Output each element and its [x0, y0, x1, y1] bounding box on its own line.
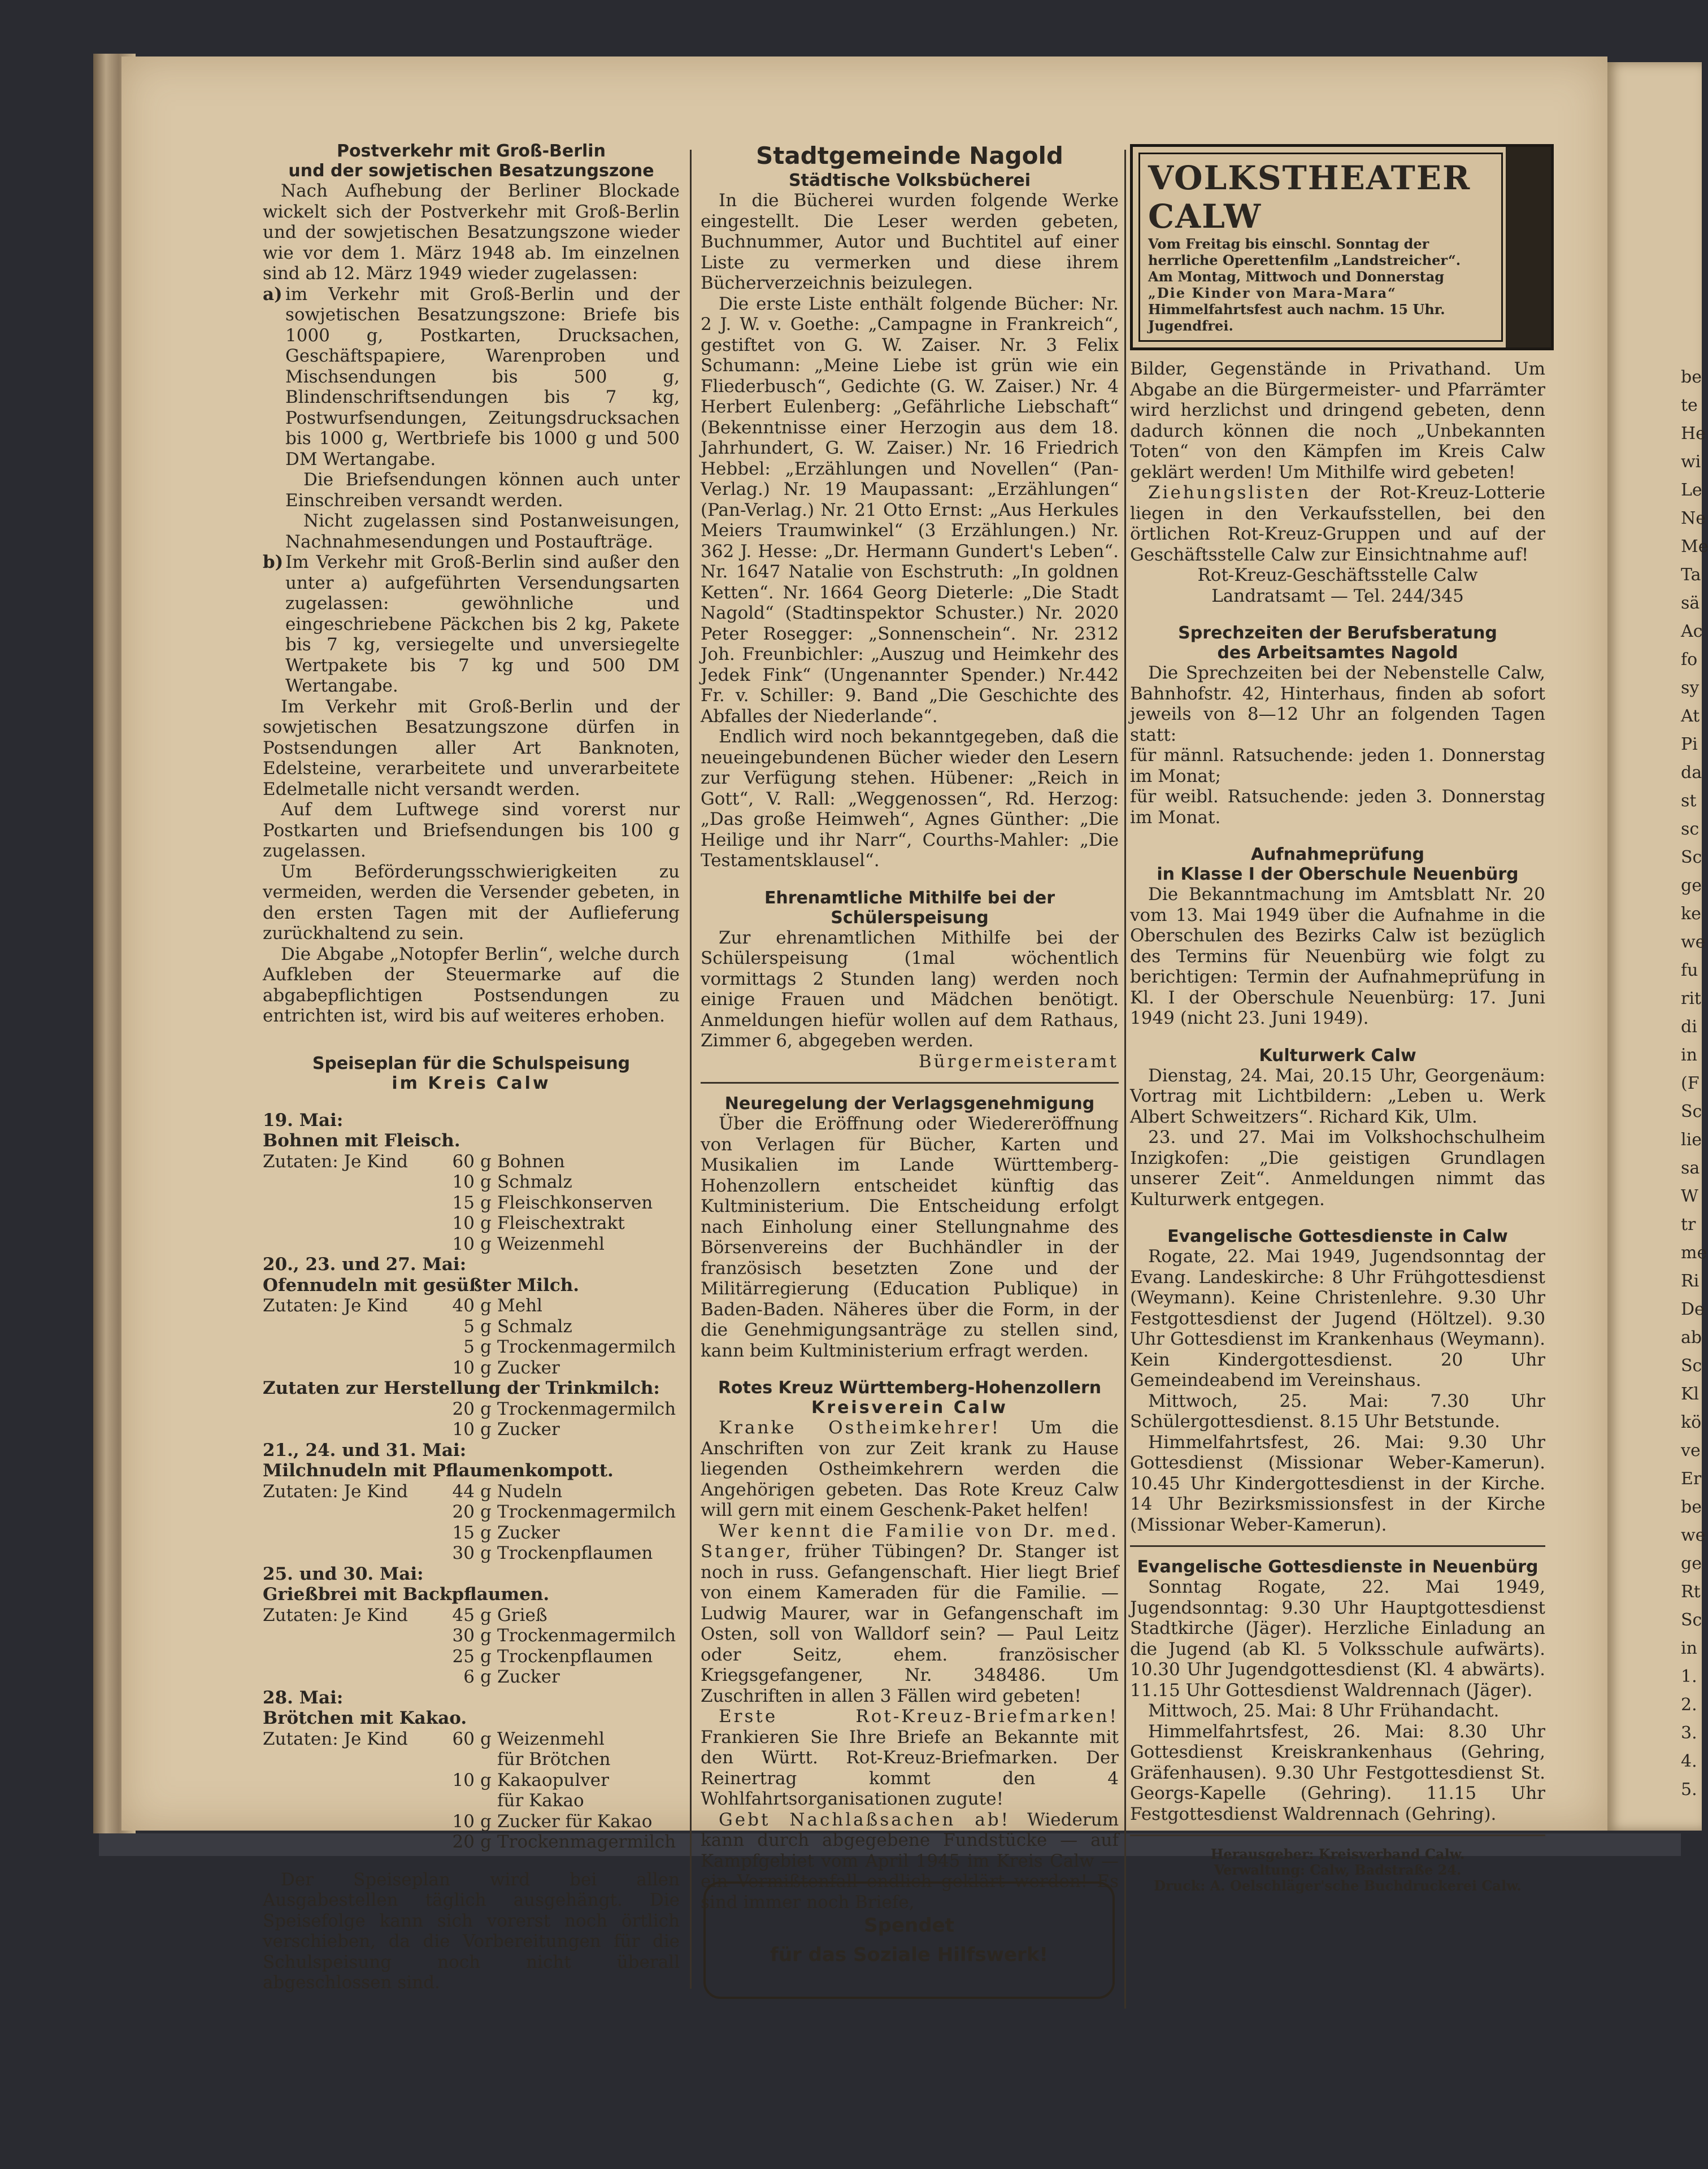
- edge-fragment: di: [1681, 1017, 1697, 1037]
- menu-meal-2: Ofennudeln mit gesüßter Milch.: [263, 1275, 580, 1296]
- ingredient-qty: 44: [452, 1481, 475, 1502]
- gd-neuenb-title: Evangelische Gottesdienste in Neuenbürg: [1137, 1557, 1538, 1577]
- ingredient-prefix: [263, 1358, 438, 1379]
- ingredient-unit: g: [480, 1832, 492, 1852]
- ingredient-prefix: [263, 1667, 438, 1688]
- ehrenamt-p1: Zur ehrenamtlichen Mithilfe bei der Schülerspeisung (1mal wöchentlich vormittags 2 Stunden lang) werden noch einige Frauen und Mädchen benötigt. Anmeldungen hiefür wollen auf dem Rathaus, Zimmer 6, abgegeben werden.: [701, 927, 1119, 1051]
- ingredient-unit: g: [480, 1728, 492, 1749]
- ingredient-name: Trockenmagermilch: [497, 1398, 676, 1419]
- ingredient-prefix: [263, 1832, 438, 1853]
- nagold-title: Stadtgemeinde Nagold: [756, 142, 1063, 169]
- column-1: [263, 141, 680, 1993]
- ingredient-name: Trockenmagermilch: [497, 1502, 676, 1522]
- ingredient-prefix: Zutaten: Je Kind: [263, 1151, 408, 1172]
- ingredient-unit: g: [480, 1316, 492, 1337]
- ingredient-name: Trockenpflaumen: [497, 1543, 653, 1563]
- imprint-3: Druck: A. Oelschläger'sche Buchdruckerei Calw.: [1154, 1877, 1522, 1894]
- beruf-p1: Die Sprechzeiten bei der Nebenstelle Calw, Bahnhofstr. 42, Hinterhaus, finden ab sofort jeweils von 8—12 Uhr an folgenden Tagen statt:: [1130, 663, 1545, 745]
- ingredient-prefix: [263, 1502, 438, 1523]
- ingredients-2: [263, 1296, 680, 1378]
- edge-fragment: be: [1681, 367, 1702, 387]
- ingredient-row: [263, 1790, 680, 1811]
- edge-fragment: Ne: [1681, 508, 1706, 528]
- edge-fragment: ke: [1681, 904, 1701, 924]
- rotkreuz-p3: [701, 1706, 1119, 1810]
- item-a-p3: Nicht zugelassen sind Postanweisungen, Nachnahmesendungen und Postaufträge.: [285, 511, 680, 552]
- ingredients-1: [263, 1151, 680, 1255]
- beruf-title: Sprechzeiten der Berufsberatung: [1178, 623, 1497, 643]
- ad-frame: [1138, 153, 1503, 342]
- edge-fragment: 2.: [1681, 1695, 1697, 1715]
- gd-neuenb-p2: Mittwoch, 25. Mai: 8 Uhr Frühandacht.: [1148, 1701, 1500, 1721]
- ingredient-row: [263, 1234, 680, 1255]
- menu-day-2: 20., 23. und 27. Mai:: [263, 1254, 467, 1275]
- ehrenamt-signature: Bürgermeisteramt: [918, 1051, 1119, 1072]
- column-rule-2: [1124, 150, 1126, 2009]
- edge-fragment: At: [1681, 706, 1700, 726]
- edge-fragment: rit: [1681, 989, 1701, 1009]
- ingredient-name: Schmalz: [497, 1316, 572, 1337]
- ingredient-row: [263, 1811, 680, 1832]
- rotkreuz-p2-text: früher Tübingen? Dr. Stanger ist noch in russ. Gefangenschaft. Hier liegt Brief von einem Kameraden für die Familie. — Ludwig Maurer, war in Gefangenschaft im Osten, soll von Walldorf sein? — Paul Leitz oder Seitz, ehem. französischer Kriegsgefangener, Nr. 348486. Um Zuschriften in allen 3 Fällen wird gebeten!: [701, 1541, 1119, 1706]
- imprint-2: Verwaltung: Calw, Badstraße 24.: [1214, 1862, 1462, 1878]
- ingredient-row: [263, 1337, 680, 1358]
- ingredient-row: [263, 1399, 680, 1420]
- edge-fragment: kö: [1681, 1412, 1702, 1432]
- ingredient-name: Kakaopulver: [497, 1770, 609, 1790]
- edge-fragment: Sc: [1681, 1102, 1702, 1122]
- edge-fragment: Sc: [1681, 847, 1702, 867]
- speiseplan-title: Speiseplan für die Schulspeisung: [312, 1053, 631, 1073]
- column-3: [1130, 359, 1545, 1894]
- ingredient-row: [263, 1193, 680, 1214]
- edge-fragment: 5.: [1681, 1780, 1697, 1799]
- ingredient-prefix: [263, 1625, 438, 1646]
- edge-fragment: fo: [1681, 650, 1698, 670]
- ingredient-unit: g: [480, 1811, 492, 1832]
- lotterie-lead: Ziehungslisten: [1148, 483, 1311, 503]
- edge-fragment: W: [1681, 1186, 1698, 1206]
- ingredient-qty: 20: [452, 1502, 475, 1522]
- ingredient-prefix: Zutaten: Je Kind: [263, 1481, 408, 1502]
- postverkehr-title: Postverkehr mit Groß-Berlin: [337, 141, 606, 161]
- spendet-line-1: Spendet: [864, 1914, 954, 1937]
- rotkreuz-p2-lead: Wer kennt die Familie von Dr. med. Stanger,: [701, 1520, 1119, 1562]
- aufnahme-p1: Die Bekanntmachung im Amtsblatt Nr. 20 vom 13. Mai 1949 über die Aufnahme in die Oberschulen des Bezirks Calw ist bezüglich des Termins für Neuenbürg wie folgt zu berichtigen: Termin der Aufnahmeprüfung in Kl. I der Oberschule Neuenbürg: 17. Juni 1949 (nicht 23. Juni 1949).: [1130, 884, 1545, 1028]
- ingredient-prefix: [263, 1543, 438, 1564]
- ingredients-4: [263, 1605, 680, 1688]
- ingredient-unit: g: [480, 1481, 492, 1502]
- ingredient-row: [263, 1502, 680, 1523]
- rotkreuz-p2: [701, 1521, 1119, 1707]
- verlag-title: Neuregelung der Verlagsgenehmigung: [724, 1094, 1095, 1114]
- ingredients-3: [263, 1481, 680, 1564]
- divider: [701, 1082, 1119, 1084]
- lotterie: [1130, 483, 1545, 565]
- ingredient-name: Grieß: [497, 1605, 547, 1625]
- ingredient-prefix: [263, 1646, 438, 1667]
- ingredient-qty: 60: [452, 1151, 475, 1172]
- ingredient-qty: 60: [452, 1728, 475, 1749]
- ingredient-name: Schmalz: [497, 1172, 572, 1192]
- ingredient-row: [263, 1667, 680, 1688]
- lotterie-text: der Rot-Kreuz-Lotterie liegen in den Verkaufsstellen, bei den örtlichen Rot-Kreuz-Gruppen und auf der Geschäftsstelle Calw zur Einsichtnahme auf!: [1130, 483, 1545, 565]
- edge-fragment: He: [1681, 424, 1706, 444]
- ingredient-qty: 10: [452, 1770, 475, 1790]
- postverkehr-p2: Auf dem Luftwege sind vorerst nur Postkarten und Briefsendungen bis 100 g zugelassen.: [263, 799, 680, 861]
- ad-line-5: Jugendfrei.: [1148, 318, 1233, 334]
- ingredient-qty: 10: [452, 1233, 475, 1254]
- column-2: [701, 141, 1119, 1912]
- edge-fragment: sc: [1681, 819, 1700, 839]
- edge-fragment: 4.: [1681, 1751, 1697, 1771]
- edge-fragment: ve: [1681, 1441, 1701, 1461]
- edge-fragment: da: [1681, 763, 1702, 783]
- ingredient-name: Zucker: [497, 1419, 560, 1440]
- spendet-line-2: für das Soziale Hilfswerk!: [770, 1944, 1048, 1966]
- ingredient-qty: [438, 1790, 480, 1811]
- edge-fragment: ge: [1681, 876, 1702, 896]
- menu-day-4: 25. und 30. Mai:: [263, 1563, 424, 1584]
- ingredient-prefix: [263, 1234, 438, 1255]
- edge-fragment: in: [1681, 1045, 1697, 1065]
- nagold-p1: In die Bücherei wurden folgende Werke eingestellt. Die Leser werden gebeten, Buchnummer, Autor und Buchtitel auf einer Liste zu vermerken und diese ihrem Bücherverzeichnis beizulegen.: [701, 190, 1119, 293]
- ingredient-unit: g: [480, 1502, 492, 1522]
- edge-fragment: me: [1681, 1243, 1707, 1263]
- ingredient-prefix: [263, 1399, 438, 1420]
- edge-fragment: Sc: [1681, 1610, 1702, 1630]
- ingredient-prefix: Zutaten: Je Kind: [263, 1728, 408, 1749]
- ad-line-3: „Die Kinder von Mara-Mara“: [1148, 285, 1397, 301]
- ingredients-5: [263, 1729, 680, 1853]
- ingredient-name: Zucker: [497, 1667, 560, 1687]
- ingredient-prefix: Zutaten: Je Kind: [263, 1605, 408, 1625]
- ingredient-qty: 20: [452, 1832, 475, 1852]
- edge-fragment: Er: [1681, 1469, 1702, 1489]
- menu-meal-3: Milchnudeln mit Pflaumenkompott.: [263, 1461, 614, 1481]
- ingredient-prefix: [263, 1770, 438, 1791]
- ingredient-qty: 40: [452, 1296, 475, 1316]
- ingredient-qty: 10: [452, 1172, 475, 1192]
- ingredient-qty: 15: [452, 1192, 475, 1213]
- ingredient-unit: g: [480, 1543, 492, 1563]
- ingredient-qty: [438, 1749, 480, 1770]
- ad-line-2: Am Montag, Mittwoch und Donnerstag: [1148, 268, 1445, 285]
- edge-fragment: Me: [1681, 537, 1708, 557]
- edge-fragment: 1.: [1681, 1667, 1697, 1686]
- ingredient-row: [263, 1172, 680, 1193]
- ingredient-qty: 45: [452, 1605, 475, 1625]
- ad-title: VOLKSTHEATER CALW: [1148, 159, 1471, 236]
- ingredient-qty: 6: [463, 1667, 475, 1687]
- item-b-label: b): [263, 552, 284, 572]
- nagold-p2: Die erste Liste enthält folgende Bücher: Nr. 2 J. W. v. Goethe: „Campagne in Frankreich“, gestiftet von G. W. Zaiser. Nr. 3 Felix Schumann: „Meine Liebe ist grün wie ein Fliederbusch“, Gedichte (G. W. Zaiser.) Nr. 4 Herbert Eulenberg: „Gefährliche Liebschaft“ (Bekenntnisse einer Herzogin aus dem 18. Jahrhundert, G. W. Zaiser.) Nr. 16 Friedrich Hebbel: „Erzählungen und Novellen“ (Pan-Verlag.) Nr. 19 Maupassant: „Erzählungen“ (Pan-Verlag.) Nr. 21 Otto Ernst: „Aus Herkules Meiers Traumwinkel“ (3 Erzählungen.) Nr. 362 J. Hesse: „Dr. Hermann Gundert's Leben“. Nr. 1647 Natalie von Eschstruth: „In goldnen Ketten“. Nr. 1664 Georg Dieterle: „Die Stadt Nagold“ (Stadtinspektor Schuster.) Nr. 2020 Peter Rosegger: „Sonnenschein“. Nr. 2312 Joh. Freunbichler: „Auszug und Heimkehr des Jedek Fink“ (Ungenannter Spender.) Nr.442 Fr. v. Schiller: 9. Band „Die Geschichte des Abfalles der Niederlande“.: [701, 293, 1119, 727]
- edge-fragment: we: [1681, 1525, 1706, 1545]
- kultur-p1: Dienstag, 24. Mai, 20.15 Uhr, Georgenäum: Vortrag mit Lichtbildern: „Leben u. Werk Albert Schweitzers“. Richard Kik, Ulm.: [1130, 1065, 1545, 1127]
- gd-calw-p2: Mittwoch, 25. Mai: 7.30 Uhr Schülergottesdienst. 8.15 Uhr Betstunde.: [1130, 1390, 1545, 1432]
- ingredient-prefix: [263, 1172, 438, 1193]
- edge-fragment: Ac: [1681, 621, 1703, 641]
- ingredient-qty: 30: [452, 1543, 475, 1563]
- ingredient-qty: 15: [452, 1522, 475, 1543]
- verlag-p1: Über die Eröffnung oder Wiedereröffnung von Verlagen für Bücher, Karten und Musikalien im Lande Württemberg-Hohenzollern entscheidet künftig das Kultministerium. Die Entscheidung erfolgt nach Einholung einer Stellungnahme des Börsenvereins der Buchhändler in der französisch besetzten Zone und der Militärregierung (Education Publique) in Baden-Baden. Näheres über die Form, in der die Genehmigungsanträge zu stellen sind, kann beim Kultministerium erfragt werden.: [701, 1114, 1119, 1361]
- postverkehr-p4: Die Abgabe „Notopfer Berlin“, welche durch Aufkleben der Steuermarke auf die abgabepflichtigen Postsendungen zu entrichten ist, wird bis auf weiteres erhoben.: [263, 944, 680, 1026]
- ingredient-prefix: [263, 1193, 438, 1214]
- ad-line-4: Himmelfahrtsfest auch nachm. 15 Uhr.: [1148, 301, 1445, 318]
- ingredient-qty: 20: [452, 1398, 475, 1419]
- kultur-title: Kulturwerk Calw: [1259, 1045, 1416, 1066]
- rotkreuz-title: Rotes Kreuz Württemberg-Hohenzollern: [718, 1378, 1102, 1398]
- item-a-p2: Die Briefsendungen können auch unter Einschreiben versandt werden.: [285, 470, 680, 511]
- postverkehr-item-a: [263, 284, 680, 553]
- ingredient-name: Nudeln: [497, 1481, 563, 1502]
- spendet-box: [703, 1881, 1115, 1999]
- ingredient-name: Trockenmagermilch: [497, 1625, 676, 1646]
- ingredient-prefix: [263, 1811, 438, 1832]
- ingredient-qty: 5: [463, 1337, 475, 1357]
- ingredient-name: Weizenmehl: [497, 1233, 605, 1254]
- postverkehr-p3: Um Beförderungsschwierigkeiten zu vermeiden, werden die Versender gebeten, in den ersten Tagen mit der Auflieferung zurückhaltend zu sein.: [263, 861, 680, 944]
- ingredient-name: Zucker: [497, 1522, 560, 1543]
- gd-neuenb-p3: Himmelfahrtsfest, 26. Mai: 8.30 Uhr Gottesdienst Kreiskrankenhaus (Gehring, Gräfenhausen). 9.30 Uhr Festgottesdienst St. Georgs-Kapelle (Gehring). 11.15 Uhr Festgottesdienst Waldrennach (Gehring).: [1130, 1721, 1545, 1824]
- ingredient-unit: [480, 1749, 497, 1770]
- gd-calw-p3: Himmelfahrtsfest, 26. Mai: 9.30 Uhr Gottesdienst (Missionar Weber-Kamerun). 10.45 Uhr Kindergottesdienst in der Kirche. 14 Uhr Bezirksmissionsfest in der Kirche (Missionar Weber-Kamerun).: [1130, 1432, 1545, 1535]
- rotkreuz-p3-text: Frankieren Sie Ihre Briefe an Bekannte mit den Württ. Rot-Kreuz-Briefmarken. Der Reinertrag kommt den 4 Wohlfahrtsorganisationen zugute!: [701, 1727, 1119, 1809]
- edge-fragment: te: [1681, 395, 1698, 415]
- ingredient-name: Trockenmagermilch: [497, 1832, 676, 1852]
- ingredient-row: [263, 1296, 680, 1316]
- ingredient-prefix: [263, 1790, 438, 1811]
- divider: [1130, 1835, 1545, 1836]
- edge-fragment: ge: [1681, 1554, 1702, 1573]
- ingredient-unit: g: [480, 1233, 492, 1254]
- edge-fragment: Rt: [1681, 1582, 1701, 1602]
- item-a-text: im Verkehr mit Groß-Berlin und der sowjetischen Besatzungszone: Briefe bis 1000 g, Postkarten, Drucksachen, Geschäftspapiere, Warenproben und Mischsendungen bis 500 g, Blindenschriftsendungen bis 7 kg, Postwurfsendungen, Zeitungsdrucksachen bis 1000 g, Wertbriefe bis 1000 g und 500 DM Wertangabe.: [285, 284, 680, 470]
- rotkreuz-p1-text: Um die Anschriften von zur Zeit krank zu Hause liegenden Ostheimkehrern werden die Angehörigen gebeten. Das Rote Kreuz Calw will gern mit einem Geschenk-Paket helfen!: [701, 1418, 1119, 1520]
- ingredient-prefix: [263, 1337, 438, 1358]
- menu-meal-5: Brötchen mit Kakao.: [263, 1708, 467, 1728]
- ingredient-qty: 10: [452, 1213, 475, 1233]
- rotkreuz-p4-lead: Gebt Nachlaßsachen ab!: [719, 1809, 1011, 1830]
- edge-fragment: wi: [1681, 452, 1701, 472]
- ingredient-name: Trockenmagermilch: [497, 1337, 676, 1357]
- edge-fragment: ab: [1681, 1328, 1702, 1348]
- beruf-p3: für weibl. Ratsuchende: jeden 3. Donnerstag im Monat.: [1130, 786, 1545, 828]
- ingredient-prefix: Zutaten: Je Kind: [263, 1296, 408, 1316]
- ingredient-unit: g: [480, 1192, 492, 1213]
- column-rule-1: [690, 150, 692, 1989]
- gd-calw-title: Evangelische Gottesdienste in Calw: [1167, 1227, 1508, 1246]
- speiseplan-footer: Der Speiseplan wird bei allen Ausgabestellen täglich ausgehängt. Die Speisefolge kann sich vorerst noch örtlich verschieben, da die Vorbereitungen für die Schulspeisung noch nicht überall abgeschlossen sind.: [263, 1869, 680, 1993]
- edge-fragment: sa: [1681, 1158, 1700, 1178]
- ingredient-name: Zucker für Kakao: [497, 1811, 653, 1832]
- ingredient-qty: 10: [452, 1357, 475, 1378]
- edge-fragment: 3.: [1681, 1723, 1697, 1743]
- ingredient-name: Bohnen: [497, 1151, 565, 1172]
- beruf-p2: für männl. Ratsuchende: jeden 1. Donnerstag im Monat;: [1130, 745, 1545, 786]
- postverkehr-intro: Nach Aufhebung der Berliner Blockade wickelt sich der Postverkehr mit Groß-Berlin und der sowjetischen Besatzungszone wieder wie vor dem 1. März 1948 ab. Im einzelnen sind ab 12. März 1949 wieder zugelassen:: [263, 181, 680, 284]
- gd-calw-p1: Rogate, 22. Mai 1949, Jugendsonntag der Evang. Landeskirche: 8 Uhr Frühgottesdienst (Weymann). Keine Christenlehre. 9.30 Uhr Festgottesdienst der Jugend (Höltzel). 9.30 Uhr Gottesdienst im Krankenhaus (Weymann). Kein Kindergottesdienst. 20 Uhr Gemeindeabend im Vereinshaus.: [1130, 1246, 1545, 1390]
- edge-fragment: Kl: [1681, 1384, 1700, 1404]
- ingredient-prefix: [263, 1316, 438, 1337]
- edge-fragment: sy: [1681, 678, 1700, 698]
- edge-fragment: Sc: [1681, 1356, 1702, 1376]
- ingredient-unit: g: [480, 1419, 492, 1440]
- menu-meal-4: Grießbrei mit Backpflaumen.: [263, 1584, 550, 1605]
- aufnahme-subtitle: in Klasse I der Oberschule Neuenbürg: [1157, 864, 1519, 884]
- edge-fragment: tr: [1681, 1215, 1696, 1235]
- ingredient-unit: g: [480, 1337, 492, 1357]
- nagold-p3: Endlich wird noch bekanntgegeben, daß die neueingebundenen Bücher wieder den Lesern zur Verfügung stehen. Hübener: „Reich in Gott“, V. Rall: „Weggenossen“, Rd. Herzog: „Das große Heimweh“, Agnes Günther: „Die Heilige und ihr Narr“, Courths-Mahler: „Die Testamentsklausel“.: [701, 727, 1119, 871]
- edge-fragment: st: [1681, 791, 1697, 811]
- rk-signature-2: Landratsamt — Tel. 244/345: [1211, 585, 1464, 606]
- menu-meal-1: Bohnen mit Fleisch.: [263, 1131, 460, 1151]
- ingredient-row: [263, 1543, 680, 1564]
- edge-fragment: Ta: [1681, 565, 1701, 585]
- nagold-subtitle: Städtische Volksbücherei: [788, 171, 1031, 190]
- ingredient-row: [263, 1625, 680, 1646]
- ingredient-row: [263, 1646, 680, 1667]
- edge-fragment: (F: [1681, 1073, 1700, 1093]
- edge-fragment: in: [1681, 1638, 1697, 1658]
- ingredient-unit: g: [480, 1213, 492, 1233]
- rotkreuz-p1-lead: Kranke Ostheimkehrer!: [719, 1418, 1001, 1438]
- rotkreuz-p3-lead: Erste Rot-Kreuz-Briefmarken!: [719, 1706, 1119, 1727]
- edge-fragment: Ri: [1681, 1271, 1700, 1291]
- ingredient-qty: 5: [463, 1316, 475, 1337]
- ingredient-unit: g: [480, 1151, 492, 1172]
- postverkehr-subtitle: und der sowjetischen Besatzungszone: [288, 161, 654, 181]
- volkstheater-ad: [1130, 144, 1554, 350]
- ingredient-row: [263, 1749, 680, 1770]
- aufnahme-title: Aufnahmeprüfung: [1250, 845, 1425, 864]
- edge-fragment: we: [1681, 932, 1706, 952]
- ingredient-prefix: [263, 1523, 438, 1544]
- ingredient-unit: g: [480, 1667, 492, 1687]
- menu-extra-2: Zutaten zur Herstellung der Trinkmilch:: [263, 1378, 660, 1398]
- ingredient-row: [263, 1213, 680, 1234]
- ingredient-unit: g: [480, 1770, 492, 1790]
- ingredient-row: [263, 1481, 680, 1502]
- ingredient-name: für Kakao: [497, 1790, 584, 1811]
- edge-fragment: Pi: [1681, 734, 1698, 754]
- ingredient-unit: g: [480, 1357, 492, 1378]
- imprint-1: Herausgeber: Kreisverband Calw.: [1210, 1846, 1465, 1862]
- ingredient-row: [263, 1523, 680, 1544]
- menu-day-1: 19. Mai:: [263, 1110, 344, 1131]
- ingredient-row: [263, 1605, 680, 1626]
- item-b-text: Im Verkehr mit Groß-Berlin sind außer den unter a) aufgeführten Versendungsarten zugelassen: gewöhnliche und eingeschriebene Päckchen bis 2 kg, Pakete bis 7 kg, versiegelte und unversiegelte Wertpakete bis 7 kg und 500 DM Wertangabe.: [285, 552, 680, 696]
- ingredient-row: [263, 1358, 680, 1379]
- edge-fragment: be: [1681, 1497, 1702, 1517]
- menu-day-5: 28. Mai:: [263, 1687, 344, 1708]
- ingredient-qty: 10: [452, 1811, 475, 1832]
- ingredient-qty: 30: [452, 1625, 475, 1646]
- ingredient-qty: 25: [452, 1646, 475, 1667]
- menu-day-3: 21., 24. und 31. Mai:: [263, 1440, 467, 1461]
- ingredient-name: Fleischextrakt: [497, 1213, 625, 1233]
- edge-fragment: fu: [1681, 960, 1698, 980]
- ad-black-bar: [1506, 147, 1551, 347]
- ingredient-row: [263, 1770, 680, 1791]
- edge-fragment: lie: [1681, 1130, 1702, 1150]
- ingredient-name: Weizenmehl: [497, 1728, 605, 1749]
- edge-fragment: De: [1681, 1299, 1705, 1319]
- ingredient-unit: g: [480, 1172, 492, 1192]
- ingredient-name: Mehl: [497, 1296, 542, 1316]
- divider: [1130, 1545, 1545, 1547]
- ingredient-name: für Brötchen: [497, 1749, 611, 1770]
- ingredient-unit: g: [480, 1646, 492, 1667]
- ingredient-row: [263, 1151, 680, 1172]
- rotkreuz-p1: [701, 1418, 1119, 1521]
- rotkreuz-subtitle: Kreisverein Calw: [811, 1398, 1008, 1418]
- ingredient-qty: 10: [452, 1419, 475, 1440]
- ad-line-1: Vom Freitag bis einschl. Sonntag der herrliche Operettenfilm „Landstreicher“.: [1148, 236, 1461, 268]
- ingredient-name: Fleischkonserven: [497, 1192, 653, 1213]
- ingredient-unit: [480, 1790, 497, 1811]
- edge-fragment: Le: [1681, 480, 1702, 500]
- kultur-p2: 23. und 27. Mai im Volkshochschulheim Inzigkofen: „Die geistigen Grundlagen unserer Zeit“. Anmeldungen nimmt das Kulturwerk entgegen.: [1130, 1127, 1545, 1210]
- speiseplan-subtitle: im Kreis Calw: [392, 1073, 551, 1093]
- postverkehr-p1: Im Verkehr mit Groß-Berlin und der sowjetischen Besatzungszone dürfen in Postsendungen aller Art Banknoten, Edelsteine, verarbeitete und unverarbeitete Edelmetalle nicht versandt werden.: [263, 696, 680, 799]
- ingredient-prefix: [263, 1213, 438, 1234]
- ingredient-unit: g: [480, 1625, 492, 1646]
- beruf-subtitle: des Arbeitsamtes Nagold: [1217, 643, 1458, 663]
- gd-neuenb-p1: Sonntag Rogate, 22. Mai 1949, Jugendsonntag: 9.30 Uhr Hauptgottesdienst Stadtkirche (Jäger). Herzliche Einladung an die Jugend (ab Kl. 5 Volksschule aufwärts). 10.30 Uhr Jugendgottesdienst (Kl. 4 abwärts). 11.15 Uhr Gottesdienst Waldrennach (Jäger).: [1130, 1577, 1545, 1701]
- ingredient-unit: g: [480, 1522, 492, 1543]
- ingredient-prefix: [263, 1749, 438, 1770]
- ingredient-name: Trockenpflaumen: [497, 1646, 653, 1667]
- ingredient-row: [263, 1729, 680, 1750]
- edge-fragment: sä: [1681, 593, 1700, 613]
- ingredient-unit: g: [480, 1398, 492, 1419]
- rotkreuz-continued: Bilder, Gegenstände in Privathand. Um Abgabe an die Bürgermeister- und Pfarrämter wird herzlichst und dringend gebeten, denn dadurch können die noch „Unbekannten Toten“ von den Kämpfen im Kreis Calw geklärt werden! Um Mithilfe wird gebeten!: [1130, 359, 1545, 483]
- ingredient-unit: g: [480, 1605, 492, 1625]
- ingredient-row: [263, 1419, 680, 1440]
- ingredient-name: Zucker: [497, 1357, 560, 1378]
- ingredient-prefix: [263, 1419, 438, 1440]
- ingredient-row: [263, 1832, 680, 1853]
- ingredient-unit: g: [480, 1296, 492, 1316]
- ingredients-2b: [263, 1399, 680, 1440]
- ingredient-row: [263, 1316, 680, 1337]
- rotkreuz-p4-text: Wiederum kann durch abgegebene Fundstücke — auf Kampfgebiet vom April 1945 im Kreis Calw — ein Vermißtenfall endlich geklärt werden! Es sind immer noch Briefe,: [701, 1809, 1119, 1912]
- item-a-label: a): [263, 284, 283, 305]
- postverkehr-item-b: [263, 552, 680, 697]
- rk-signature-1: Rot-Kreuz-Geschäftsstelle Calw: [1197, 565, 1478, 585]
- ehrenamt-title: Ehrenamtliche Mithilfe bei der Schülerspeisung: [764, 888, 1055, 928]
